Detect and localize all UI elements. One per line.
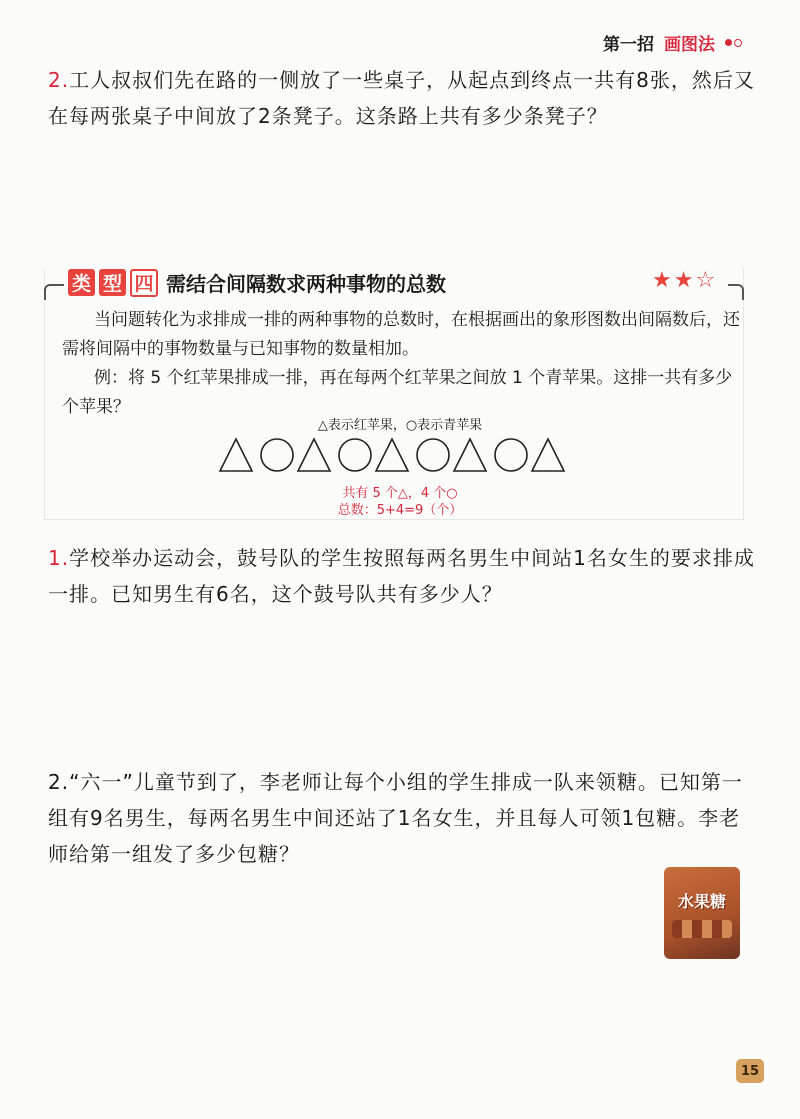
star-filled-icon: ★ [673,268,694,293]
question-text: “六一”儿童节到了，李老师让每个小组的学生排成一队来领糖。已知第一组有9名男生，每两名男生中间还站了1名女生，并且每人可领1包糖。李老师给第一组发了多少包糖？ [48,770,743,866]
circle-icon [339,439,371,471]
apple-sequence-diagram [218,435,580,475]
triangle-icon [376,439,408,471]
question-number: 2. [48,68,70,92]
difficulty-stars [652,270,715,292]
circle-icon [495,439,527,471]
type-tag-2: 型 [99,269,126,296]
candy-pieces-icon [672,920,732,938]
triangle-icon [454,439,486,471]
star-filled-icon: ★ [652,268,672,293]
candy-label: 水果糖 [677,891,726,911]
header-dots-icon [725,39,742,47]
count-line: 共有 5 个△，4 个○ [342,486,458,501]
circle-icon [417,439,449,471]
example-text: 例：将 5 个红苹果排成一排，再在每两个红苹果之间放 1 个青苹果。这排一共有多少个苹果？ [62,368,733,417]
triangle-icon [532,439,564,471]
type-section-title [68,268,446,297]
type-tag-1: 类 [68,269,95,296]
triangle-icon [220,439,252,471]
page-header [603,30,742,55]
chapter-label: 第一招 [603,35,654,55]
explanation-text: 当问题转化为求排成一排的两种事物的总数时，在根据画出的象形图数出间隔数后，还需将间隔中的事物数量与已知事物的数量相加。 [62,310,740,359]
bracket-left-icon [44,284,64,300]
type-title-text: 需结合间隔数求两种事物的总数 [166,272,446,296]
type-tag-3: 四 [130,269,158,297]
page-number: 15 [736,1059,764,1083]
total-line: 总数：5+4=9（个） [337,503,463,518]
question-top [48,62,758,134]
question-text: 学校举办运动会，鼓号队的学生按照每两名男生中间站1名女生的要求排成一排。已知男生有6名，这个鼓号队共有多少人？ [48,546,755,606]
question-number: 2. [48,770,70,794]
legend-caption: △表示红苹果，○表示青苹果 [317,418,483,433]
bracket-right-icon [728,284,744,300]
question-text: 工人叔叔们先在路的一侧放了一些桌子，从起点到终点一共有8张，然后又在每两张桌子中间放了2条凳子。这条路上共有多少条凳子？ [48,68,755,128]
triangle-icon [298,439,330,471]
question-1 [48,540,758,612]
question-2 [48,764,758,872]
candy-bag-image [664,867,740,959]
question-number: 1. [48,546,70,570]
circle-icon [261,439,293,471]
star-empty-icon: ☆ [695,268,716,293]
method-label: 画图法 [664,35,715,55]
